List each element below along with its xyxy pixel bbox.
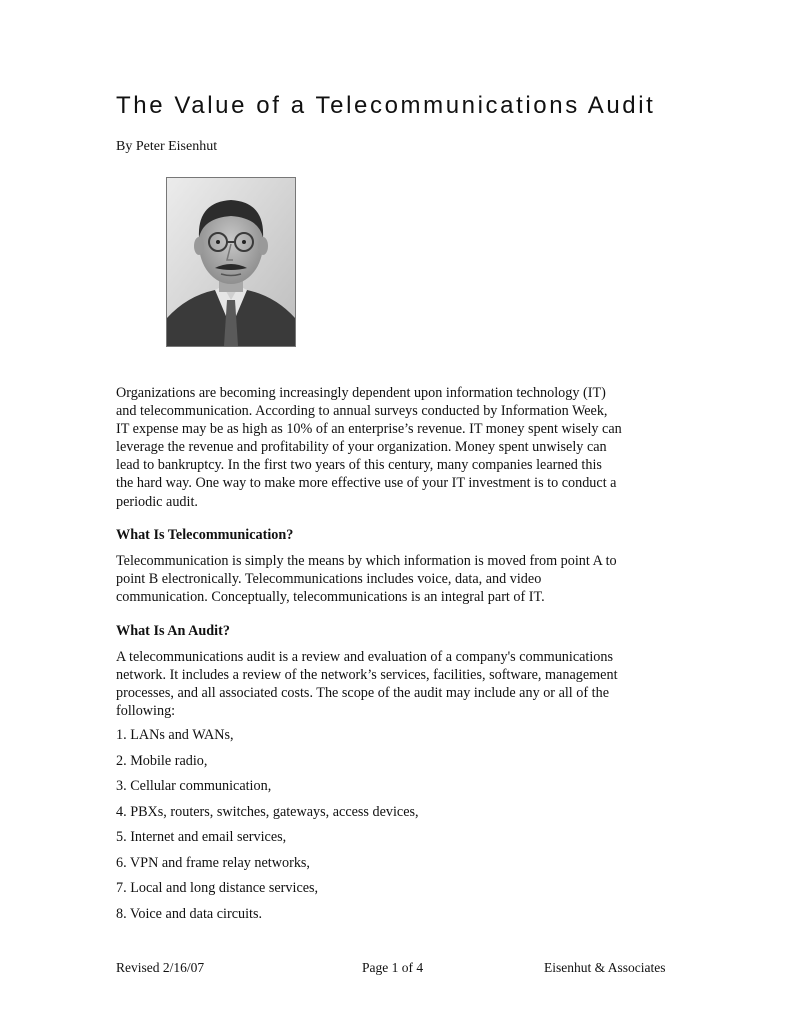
text-line: Telecommunication is simply the means by which information is moved from point A to	[116, 553, 617, 569]
section-heading-telecommunication: What Is Telecommunication?	[116, 527, 294, 543]
text-line: A telecommunications audit is a review and evaluation of a company's communications	[116, 649, 614, 665]
list-item: 2. Mobile radio,	[116, 753, 208, 769]
text-line: following:	[116, 703, 176, 720]
list-item: 5. Internet and email services,	[116, 829, 287, 845]
audit-paragraph	[116, 648, 618, 720]
text-line: leverage the revenue and profitability of your organization. Money spent unwisely can	[116, 439, 607, 456]
text-line: periodic audit.	[116, 493, 198, 510]
list-item: 7. Local and long distance services,	[116, 880, 319, 896]
telecommunication-paragraph	[116, 552, 617, 606]
author-photo	[166, 177, 296, 347]
list-item: 4. PBXs, routers, switches, gateways, access devices,	[116, 804, 419, 820]
text-line: point B electronically. Telecommunications includes voice, data, and video	[116, 571, 542, 588]
page-title: The Value of a Telecommunications Audit	[116, 92, 656, 119]
section-heading-audit: What Is An Audit?	[116, 623, 230, 639]
list-item: 3. Cellular communication,	[116, 778, 272, 794]
text-line: lead to bankruptcy. In the first two years of this century, many companies learned this	[116, 457, 602, 474]
author-portrait-image	[167, 178, 295, 346]
list-item: 6. VPN and frame relay networks,	[116, 855, 310, 871]
text-line: the hard way. One way to make more effective use of your IT investment is to conduct a	[116, 475, 617, 492]
text-line: processes, and all associated costs. The scope of the audit may include any or all of the	[116, 685, 609, 702]
author-byline: By Peter Eisenhut	[116, 139, 218, 154]
text-line: and telecommunication. According to annual surveys conducted by Information Week,	[116, 403, 608, 420]
text-line: IT expense may be as high as 10% of an enterprise’s revenue. IT money spent wisely can	[116, 421, 622, 438]
intro-paragraph	[116, 384, 622, 511]
text-line: network. It includes a review of the network’s services, facilities, software, management	[116, 667, 618, 684]
text-line: Organizations are becoming increasingly dependent upon information technology (IT)	[116, 385, 606, 401]
footer-page-number: Page 1 of 4	[362, 960, 424, 975]
text-line: communication. Conceptually, telecommunications is an integral part of IT.	[116, 589, 545, 606]
list-item: 1. LANs and WANs,	[116, 727, 234, 743]
footer-company: Eisenhut & Associates	[544, 960, 666, 975]
footer-revision-date: Revised 2/16/07	[116, 960, 205, 975]
list-item: 8. Voice and data circuits.	[116, 906, 263, 922]
